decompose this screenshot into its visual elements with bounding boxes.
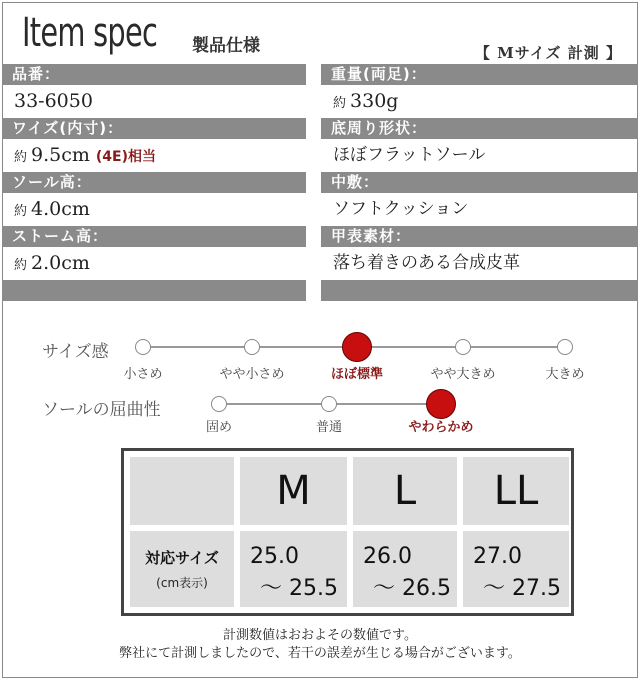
size-range-l: 26.0 〜 26.5 (353, 531, 457, 607)
spec-column-right (321, 64, 638, 301)
fit-scale-dot-3 (455, 339, 471, 355)
spec-value-insole: ソフトクッション (333, 199, 469, 219)
flex-scale-option-label: 普通 (315, 420, 343, 435)
row-header-title: 対応サイズ (145, 549, 219, 567)
size-table (121, 448, 574, 616)
fit-scale-dot-1 (244, 339, 260, 355)
spec-divider (321, 280, 638, 301)
spec-value-sole-shape: ほぼフラットソール (333, 145, 486, 165)
spec-value-weight: 約 330g (333, 90, 399, 112)
table-corner-cell (130, 457, 234, 525)
row-header-unit: (cm表示) (156, 576, 208, 590)
flex-scale-dot-1 (321, 396, 337, 412)
spec-label-weight: 重量(両足)： (321, 64, 638, 85)
spec-column-left (2, 64, 306, 301)
measure-note: 【 Mサイズ 計測 】 (474, 44, 622, 62)
flex-scale-dot-2 (426, 389, 456, 419)
fit-scale-option-label: やや大きめ (430, 367, 496, 382)
footer-note-line1: 計測数値はおおよその数値です。 (223, 628, 417, 643)
fit-scale-option-label: やや小さめ (219, 367, 285, 382)
size-range-m: 25.0 〜 25.5 (240, 531, 347, 607)
fit-scale-label: サイズ感 (42, 342, 109, 362)
flex-scale-label: ソールの屈曲性 (42, 400, 161, 420)
spec-label-sole-shape: 底周り形状： (321, 118, 638, 139)
size-header-ll: LL (463, 457, 569, 525)
spec-label-sole-height: ソール高： (2, 172, 306, 193)
size-range-ll: 27.0 〜 27.5 (463, 531, 569, 607)
spec-label-insole: 中敷： (321, 172, 638, 193)
spec-label-storm-height: ストーム高： (2, 226, 306, 247)
size-header-l: L (353, 457, 457, 525)
fit-scale-option-label: 大きめ (545, 367, 585, 382)
spec-value-width: 約 9.5cm (4E)相当 (14, 144, 156, 166)
spec-value-sole-height: 約 4.0cm (14, 198, 90, 220)
spec-label-width: ワイズ(内寸)： (2, 118, 306, 139)
flex-scale-dot-0 (211, 396, 227, 412)
fit-scale-dot-4 (557, 339, 573, 355)
spec-label-item-number: 品番： (2, 64, 306, 85)
fit-scale-option-label: 小さめ (123, 367, 163, 382)
spec-value-upper-material: 落ち着きのある合成皮革 (333, 253, 520, 273)
flex-scale-option-label: 固め (205, 420, 233, 435)
size-header-m: M (240, 457, 347, 525)
spec-divider (2, 280, 306, 301)
page-subtitle: 製品仕様 (192, 36, 260, 56)
fit-scale-dot-0 (135, 339, 151, 355)
spec-value-item-number: 33-6050 (14, 90, 93, 112)
page-title: Item spec (22, 10, 158, 56)
flex-scale-option-label: やわらかめ (408, 420, 474, 435)
fit-scale-dot-2 (342, 332, 372, 362)
footer-note-line2: 弊社にて計測しましたので、若干の誤差が生じる場合がございます。 (119, 646, 521, 661)
spec-label-upper-material: 甲表素材： (321, 226, 638, 247)
table-row-header (130, 531, 234, 607)
fit-scale-option-label: ほぼ標準 (330, 367, 384, 382)
spec-value-storm-height: 約 2.0cm (14, 252, 90, 274)
